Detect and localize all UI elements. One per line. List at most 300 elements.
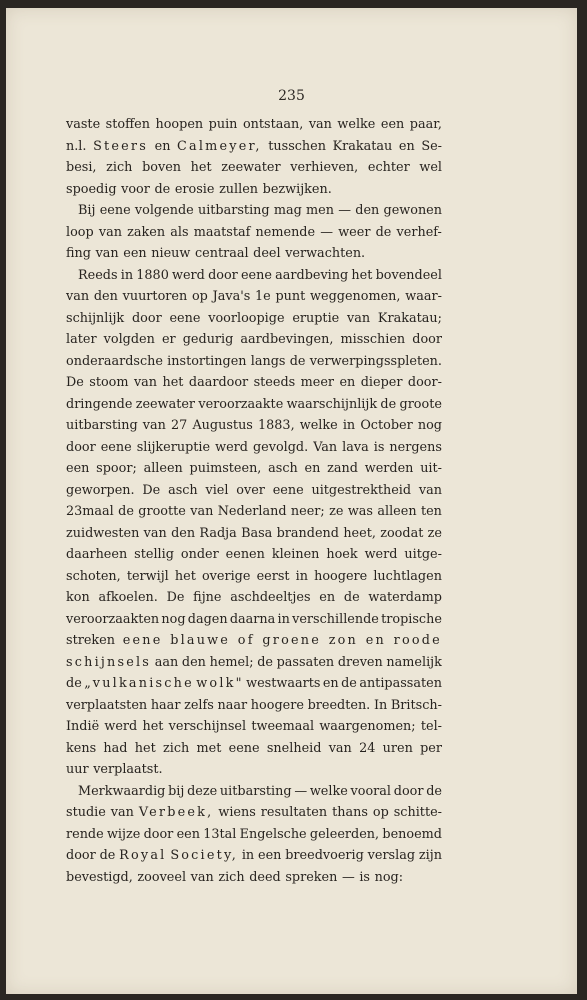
word: misschien	[340, 332, 406, 347]
word: een	[380, 117, 405, 132]
text-line	[66, 609, 442, 631]
word: afkoelen.	[98, 590, 158, 605]
word: over	[236, 482, 265, 498]
word: Nederland	[217, 504, 287, 519]
word: spoedig	[66, 181, 117, 197]
word: verwerpingsspleten.	[309, 353, 442, 369]
word: groote	[399, 396, 442, 412]
word: kleinen	[271, 547, 320, 562]
word: grootte	[138, 504, 186, 519]
word: met	[196, 740, 222, 756]
word: Basa	[241, 525, 273, 541]
word: veroorzaakten	[66, 611, 160, 627]
word: —	[341, 869, 355, 885]
word: de	[154, 181, 171, 197]
word: stoom	[89, 375, 129, 390]
word: —	[320, 224, 334, 240]
word: als	[170, 224, 189, 240]
word: stellig	[134, 547, 174, 562]
word: volgende	[134, 203, 194, 218]
word: n.l.	[66, 138, 87, 154]
word: fijne	[193, 590, 222, 605]
word: per	[420, 740, 442, 756]
word: het	[162, 375, 184, 390]
word: geworpen.	[66, 482, 135, 498]
text-line	[66, 759, 442, 781]
word: dieper	[360, 375, 403, 390]
word: rende	[66, 826, 104, 842]
word: door-	[407, 375, 442, 390]
word: de	[341, 676, 357, 691]
word: De	[142, 482, 161, 498]
word: Britsch-	[390, 697, 442, 713]
word: later	[66, 332, 97, 347]
word: bij	[168, 783, 185, 799]
word: ten	[420, 504, 442, 519]
word: in	[295, 568, 308, 584]
word: instortingen	[167, 353, 247, 369]
word: waargenomen;	[319, 719, 416, 734]
word: tel-	[420, 719, 442, 734]
word: voor	[121, 181, 150, 197]
text-line	[66, 867, 442, 889]
word: loop	[66, 224, 94, 240]
word: zich	[218, 869, 245, 885]
word: Krakatau;	[377, 310, 442, 326]
word: 24	[359, 740, 376, 756]
word: alleen	[377, 504, 417, 519]
word: geleerden,	[309, 826, 380, 842]
word: door	[208, 267, 238, 283]
word: tusschen	[268, 138, 326, 154]
text-line	[66, 437, 442, 459]
word: besi,	[66, 160, 97, 175]
word: door	[66, 439, 96, 455]
word: spoor;	[96, 461, 137, 476]
word: groene	[262, 633, 321, 648]
word: van	[347, 310, 371, 326]
word: hoek	[326, 547, 358, 562]
word: „vulkanische	[84, 676, 194, 691]
word: streken	[66, 633, 115, 648]
word: de	[118, 504, 134, 519]
word: verwachten.	[285, 246, 366, 261]
word: breedten.	[307, 697, 371, 713]
word: volgden	[103, 332, 155, 347]
word: den	[93, 289, 118, 304]
word: zuidwesten	[66, 525, 140, 541]
word: een	[123, 246, 147, 261]
text-line	[66, 544, 442, 566]
word: studie	[66, 805, 106, 820]
word: waar-	[405, 289, 442, 304]
word: Royal	[119, 848, 167, 863]
text-line	[66, 351, 442, 373]
text-line	[66, 480, 442, 502]
word: schijnsels	[66, 654, 152, 670]
word: hoopen	[155, 117, 204, 132]
word: zand	[327, 461, 358, 476]
word: nemende	[255, 224, 316, 240]
word: daarheen	[66, 547, 128, 562]
word: veroorzaakte	[198, 396, 284, 412]
word: het	[134, 740, 156, 756]
word: de	[257, 654, 273, 670]
text-line	[66, 243, 442, 265]
word: den	[355, 203, 380, 218]
word: eenen	[225, 547, 265, 562]
word: in	[120, 267, 134, 283]
word: schoten,	[66, 568, 121, 584]
word: langs	[250, 353, 286, 369]
word: hoogere	[314, 568, 368, 584]
word: De	[166, 590, 185, 605]
word: en	[319, 590, 336, 605]
word: of	[237, 633, 255, 648]
word: verhef-	[396, 224, 442, 240]
word: eene	[272, 482, 304, 498]
word: en	[398, 138, 415, 154]
word: schijnlijk	[66, 310, 125, 326]
word: puin	[208, 117, 238, 132]
word: erosie	[174, 181, 215, 197]
word: 1880	[136, 267, 169, 283]
word: Radja	[199, 525, 237, 541]
word: blauwe	[170, 633, 231, 648]
word: eene	[99, 203, 131, 218]
word: deed	[249, 869, 281, 885]
word: verplaatst.	[93, 762, 163, 777]
word: in	[277, 611, 290, 627]
page-number: 235	[278, 88, 305, 104]
word: meer	[300, 375, 335, 390]
word: den	[181, 654, 206, 670]
word: van	[98, 224, 122, 240]
word: overige	[201, 568, 251, 584]
word: deze	[187, 783, 218, 799]
word: aardbevingen,	[240, 332, 334, 347]
word: Van	[313, 439, 338, 455]
word: daarna	[229, 611, 276, 627]
word: werd	[215, 439, 248, 455]
word: punt	[275, 289, 306, 304]
word: hemel;	[209, 654, 254, 670]
word: nog	[417, 418, 442, 433]
word: zich	[162, 740, 190, 756]
word: zelfs	[184, 697, 214, 713]
word: tropische	[381, 611, 442, 627]
word: aardbeving	[275, 267, 349, 283]
word: en	[339, 375, 356, 390]
word: de	[426, 783, 442, 799]
word: asch	[268, 461, 298, 476]
text-line	[66, 587, 442, 609]
word: stoffen	[105, 117, 150, 132]
word: nergens	[389, 439, 442, 455]
word: De	[66, 375, 84, 390]
word: is	[373, 439, 385, 455]
word: de	[380, 396, 397, 412]
word: In	[373, 697, 388, 713]
word: eene	[240, 267, 272, 283]
text-line	[66, 824, 442, 846]
text-line	[66, 157, 442, 179]
word: uitbarsting	[66, 418, 138, 433]
word: eerst	[256, 568, 290, 584]
word: nog:	[374, 869, 404, 885]
word: zeewater	[135, 396, 196, 412]
word: zullen	[219, 181, 259, 197]
word: Se-	[421, 138, 442, 154]
word: terwijl	[126, 568, 169, 584]
word: alleen	[143, 461, 183, 476]
word: puimsteen,	[189, 461, 262, 476]
word: Merkwaardig	[78, 783, 166, 799]
word: fing	[66, 246, 91, 261]
word: echter	[367, 160, 410, 175]
text-line	[66, 652, 442, 674]
word: het	[174, 568, 196, 584]
word: gewonen	[383, 203, 442, 218]
word: eene	[228, 740, 260, 756]
word: maatstaf	[193, 224, 251, 240]
word: naar	[217, 697, 248, 713]
word: weer	[338, 224, 371, 240]
text-line	[66, 415, 442, 437]
word: wiens	[218, 805, 256, 820]
word: men	[306, 203, 334, 218]
word: in	[241, 848, 255, 863]
word: en	[365, 633, 386, 648]
word: zoodat	[380, 525, 424, 541]
word: wel	[419, 160, 442, 175]
word: antipassaten	[359, 676, 442, 691]
word: 1e	[255, 289, 271, 304]
word: de	[289, 353, 306, 369]
word: aschdeeltjes	[230, 590, 311, 605]
word: is	[359, 869, 370, 885]
word: eene	[169, 310, 201, 326]
text-line	[66, 716, 442, 738]
word: Society,	[170, 848, 238, 863]
word: een	[66, 461, 90, 476]
text-line	[66, 222, 442, 244]
body-text	[66, 114, 442, 888]
word: slijkeruptie	[136, 439, 211, 455]
word: het	[142, 719, 164, 734]
word: en	[322, 676, 339, 691]
word: door	[393, 783, 424, 799]
word: van	[308, 117, 332, 132]
word: uitgestrektheid	[311, 482, 412, 498]
text-line	[66, 286, 442, 308]
word: steeds	[253, 375, 296, 390]
word: Augustus	[192, 418, 253, 433]
word: passaten	[276, 654, 335, 670]
word: kens	[66, 740, 97, 756]
word: 23maal	[66, 504, 114, 519]
text-line	[66, 308, 442, 330]
word: viel	[205, 482, 229, 498]
word: lava	[342, 439, 369, 455]
word: het	[190, 160, 212, 175]
word: de	[99, 848, 116, 863]
word: neer;	[290, 504, 325, 519]
word: had	[103, 740, 128, 756]
word: zooveel	[137, 869, 187, 885]
word: schitte-	[393, 805, 442, 820]
word: breedvoerig	[285, 848, 364, 863]
word: uit-	[420, 461, 442, 476]
word: ontstaan,	[242, 117, 304, 132]
word: door	[412, 332, 442, 347]
text-line	[66, 802, 442, 824]
text-line	[66, 630, 442, 652]
word: de	[66, 676, 82, 691]
word: waarschijnlijk	[286, 396, 378, 412]
word: Steers	[93, 138, 149, 154]
word: 1883,	[258, 418, 295, 433]
word: wolk"	[196, 676, 244, 691]
text-line	[66, 372, 442, 394]
word: centraal	[194, 246, 249, 261]
word: onder	[180, 547, 219, 562]
word: door	[131, 310, 162, 326]
word: van	[328, 740, 352, 756]
word: tweemaal	[251, 719, 315, 734]
word: snelheid	[266, 740, 322, 756]
word: en	[154, 138, 171, 154]
word: was	[347, 504, 373, 519]
word: onderaardsche	[66, 353, 163, 369]
word: paar,	[409, 117, 442, 132]
word: aan	[154, 654, 179, 670]
word: welke	[337, 117, 376, 132]
text-line	[66, 501, 442, 523]
word: werden	[364, 461, 414, 476]
word: werd	[364, 547, 398, 562]
word: van	[66, 289, 90, 304]
text-line	[66, 458, 442, 480]
text-line	[66, 566, 442, 588]
word: deel	[253, 246, 281, 261]
text-line	[66, 695, 442, 717]
text-line	[66, 114, 442, 136]
word: van	[190, 504, 214, 519]
word: een	[176, 826, 200, 842]
word: er	[161, 332, 176, 347]
word: zich	[106, 160, 133, 175]
word: namelijk	[386, 654, 442, 670]
word: bevestigd,	[66, 869, 133, 885]
word: weggenomen,	[310, 289, 401, 304]
word: het	[351, 267, 373, 283]
word: zaken	[127, 224, 166, 240]
word: Indië	[66, 719, 100, 734]
word: October	[360, 418, 413, 433]
word: luchtlagen	[373, 568, 442, 584]
word: gevolgd.	[252, 439, 309, 455]
word: waterdamp	[368, 590, 442, 605]
word: in	[342, 418, 356, 433]
word: eene	[100, 439, 132, 455]
word: de	[343, 590, 360, 605]
text-line	[66, 136, 442, 158]
word: vuurtoren	[122, 289, 188, 304]
word: Reeds	[78, 267, 118, 283]
word: nieuw	[151, 246, 191, 261]
text-line	[66, 673, 442, 695]
word: brandend	[276, 525, 339, 541]
word: wijze	[106, 826, 141, 842]
word: door	[66, 848, 96, 863]
word: verschillende	[292, 611, 379, 627]
word: —	[338, 203, 352, 218]
book-page	[6, 8, 577, 994]
word: ze	[329, 504, 344, 519]
text-line	[66, 200, 442, 222]
word: haar	[150, 697, 181, 713]
text-line	[66, 394, 442, 416]
word: de	[375, 224, 392, 240]
word: benoemd	[382, 826, 442, 842]
word: zijn	[418, 848, 442, 863]
text-line	[66, 523, 442, 545]
word: van	[143, 525, 167, 541]
word: op	[191, 289, 208, 304]
word: ze	[427, 525, 442, 541]
word: en	[304, 461, 321, 476]
text-line	[66, 781, 442, 803]
word: Verbeek,	[138, 805, 214, 820]
word: daardoor	[188, 375, 249, 390]
text-line	[66, 265, 442, 287]
word: werd	[104, 719, 138, 734]
word: Bij	[78, 203, 96, 218]
word: asch	[168, 482, 198, 498]
word: welke	[299, 418, 338, 433]
word: vooral	[350, 783, 392, 799]
word: —	[294, 783, 308, 799]
word: bezwijken.	[262, 181, 332, 197]
word: uitge-	[404, 547, 442, 562]
word: door	[143, 826, 174, 842]
word: roode	[393, 633, 442, 648]
word: hoogere	[250, 697, 304, 713]
word: Krakatau	[332, 138, 393, 154]
word: zeewater	[221, 160, 281, 175]
word: dringende	[66, 396, 133, 412]
word: verhieven,	[290, 160, 359, 175]
word: verschijnsel	[168, 719, 247, 734]
text-line	[66, 845, 442, 867]
word: voorloopige	[208, 310, 285, 326]
word: uitbarsting	[197, 203, 270, 218]
word: van	[95, 246, 119, 261]
word: heet,	[343, 525, 376, 541]
word: Engelsche	[239, 826, 307, 842]
word: den	[171, 525, 196, 541]
word: thans	[332, 805, 368, 820]
word: Java's	[212, 289, 251, 304]
word: uitbarsting	[219, 783, 292, 799]
word: westwaarts	[246, 676, 321, 691]
word: dagen	[187, 611, 228, 627]
word: verplaatsten	[66, 697, 148, 713]
word: gedurig	[182, 332, 234, 347]
text-line	[66, 179, 442, 201]
word: werd	[172, 267, 205, 283]
